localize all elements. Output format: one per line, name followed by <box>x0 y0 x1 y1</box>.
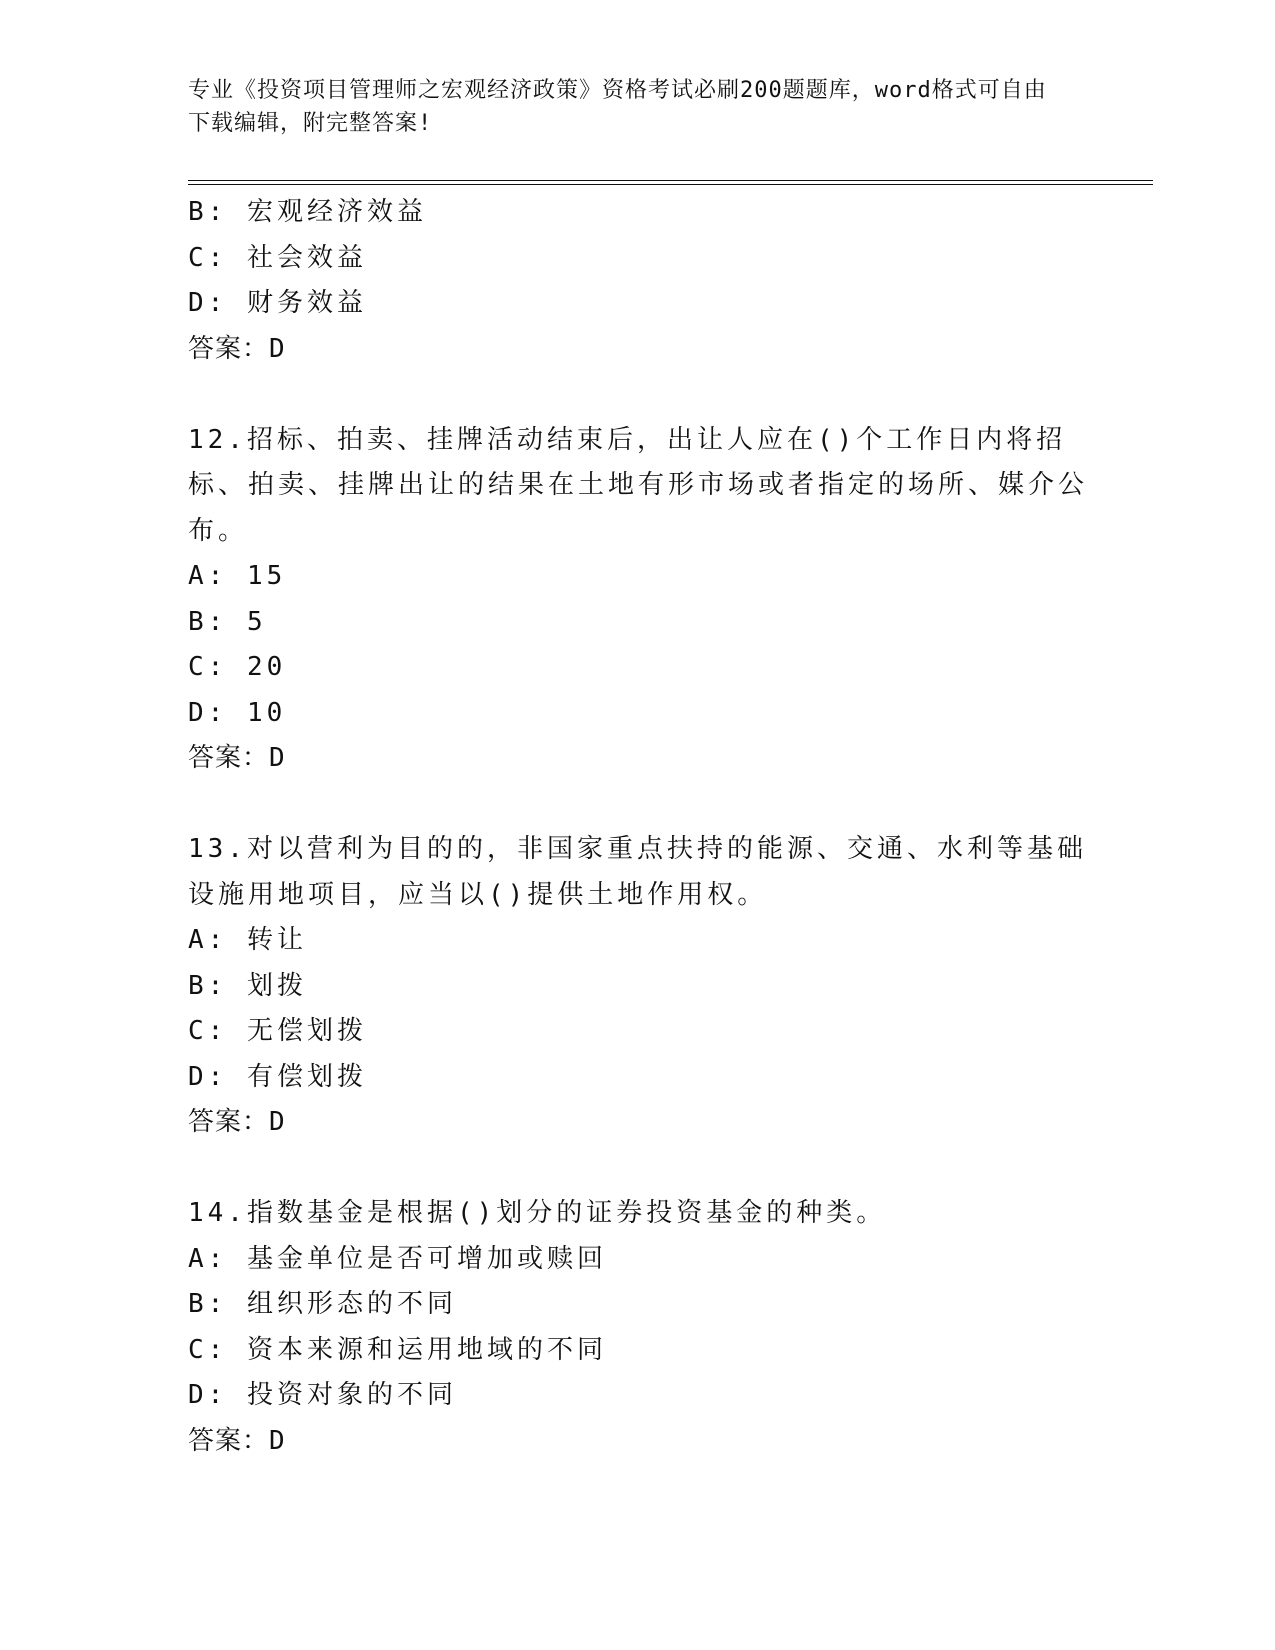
spacer <box>188 372 1088 418</box>
answer-line: 答案：D <box>188 333 286 364</box>
option-c: C: 无偿划拨 <box>188 1016 367 1046</box>
question-stem: 13.对以营利为目的的，非国家重点扶持的能源、交通、水利等基础设施用地项目，应当以()提供土地作用权。 <box>188 834 1087 910</box>
option-b: B: 宏观经济效益 <box>188 197 427 227</box>
option-b: B: 组织形态的不同 <box>188 1289 457 1319</box>
option-b: B: 5 <box>188 606 267 637</box>
spacer <box>188 782 1088 828</box>
option-d: D: 10 <box>188 697 287 728</box>
question-stem: 12.招标、拍卖、挂牌活动结束后，出让人应在()个工作日内将招标、拍卖、挂牌出让的结果在土地有形市场或者指定的场所、媒介公布。 <box>188 424 1089 546</box>
question-block-prev <box>188 190 1088 372</box>
question-block-12 <box>188 418 1088 782</box>
question-block-13 <box>188 827 1088 1146</box>
spacer <box>188 1146 1088 1192</box>
option-d: D: 投资对象的不同 <box>188 1380 457 1410</box>
answer-line: 答案：D <box>188 1107 286 1137</box>
document-header <box>188 74 1068 140</box>
option-c: C: 资本来源和运用地域的不同 <box>188 1334 607 1365</box>
header-title: 专业《投资项目管理师之宏观经济政策》资格考试必刷200题题库，word格式可自由下载编辑，附完整答案! <box>188 78 1047 136</box>
option-d: D: 财务效益 <box>188 288 367 318</box>
option-c: C: 社会效益 <box>188 242 367 273</box>
option-d: D: 有偿划拨 <box>188 1061 367 1092</box>
document-body <box>188 190 1088 1464</box>
answer-line: 答案：D <box>188 1425 286 1456</box>
option-b: B: 划拨 <box>188 970 307 1001</box>
question-stem: 14.指数基金是根据()划分的证券投资基金的种类。 <box>188 1198 887 1228</box>
header-rule-top <box>188 180 1153 181</box>
option-c: C: 20 <box>188 652 287 682</box>
option-a: A: 基金单位是否可增加或赎回 <box>188 1243 607 1274</box>
option-a: A: 15 <box>188 561 287 591</box>
question-block-14 <box>188 1191 1088 1464</box>
header-rule-bottom <box>188 184 1153 185</box>
answer-line: 答案：D <box>188 743 286 773</box>
option-a: A: 转让 <box>188 925 307 955</box>
